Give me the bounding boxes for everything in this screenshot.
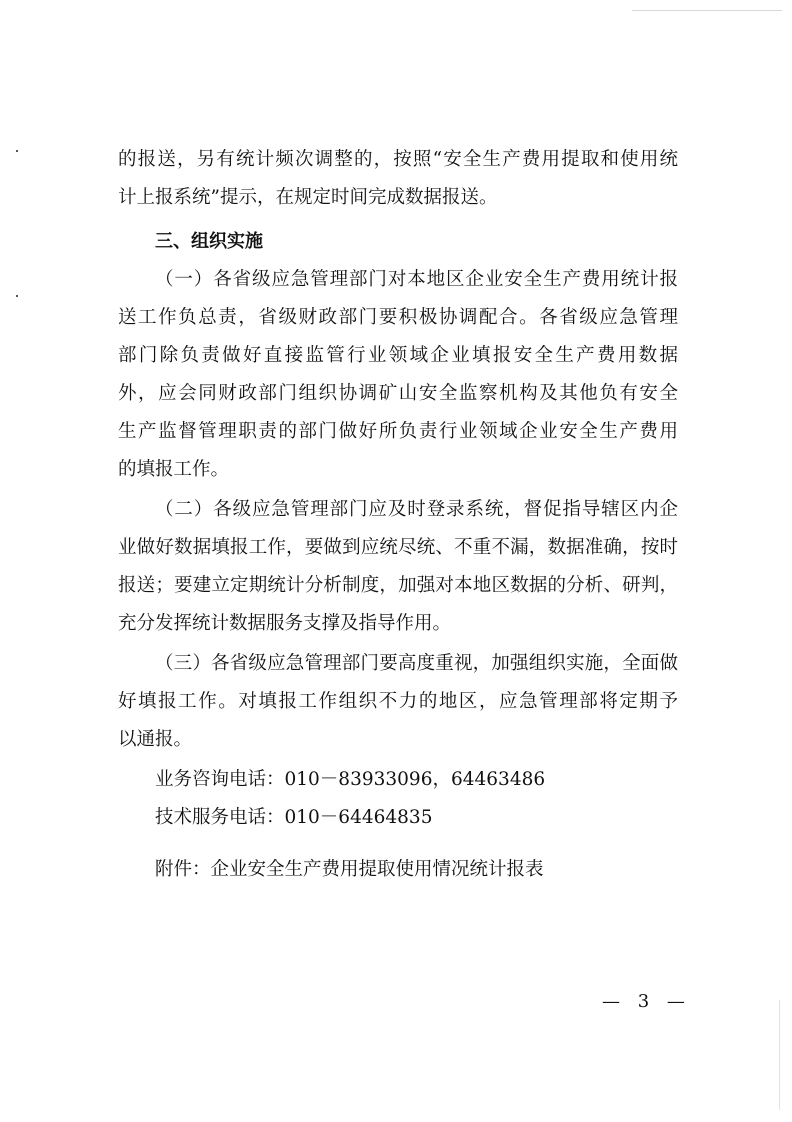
- paragraph-line: 外，应会同财政部门组织协调矿山安全监察机构及其他负有安全: [118, 383, 678, 404]
- paragraph-line: （一）各省级应急管理部门对本地区企业安全生产费用统计报: [155, 269, 678, 290]
- paragraph-line: 计上报系统”提示，在规定时间完成数据报送。: [118, 187, 498, 208]
- top-edge-rule: [632, 10, 782, 11]
- contact-technical-phone: 技术服务电话：010－64464835: [155, 807, 433, 828]
- paragraph-line: 部门除负责做好直接监管行业领域企业填报安全生产费用数据: [118, 345, 678, 366]
- paragraph-line: 报送；要建立定期统计分析制度，加强对本地区数据的分析、研判，: [118, 575, 678, 596]
- paragraph-line: 送工作负总责，省级财政部门要积极协调配合。各省级应急管理: [118, 307, 678, 328]
- attachment-note: 附件：企业安全生产费用提取使用情况统计报表: [155, 859, 544, 880]
- margin-mark: [16, 295, 18, 297]
- paragraph-line: 以通报。: [118, 729, 193, 750]
- paragraph-line: 充分发挥统计数据服务支撑及指导作用。: [118, 613, 452, 634]
- contact-business-phone: 业务咨询电话：010－83933096，64463486: [155, 769, 546, 790]
- paragraph-line: 业做好数据填报工作，要做到应统尽统、不重不漏，数据准确，按时: [118, 537, 678, 558]
- margin-mark: [16, 150, 18, 152]
- paragraph-line: （二）各级应急管理部门应及时登录系统，督促指导辖区内企: [155, 499, 678, 520]
- scan-edge-line: [779, 1000, 780, 1110]
- paragraph-line: （三）各省级应急管理部门要高度重视，加强组织实施，全面做: [155, 653, 678, 674]
- paragraph-line: 的填报工作。: [118, 459, 230, 480]
- page-number: — 3 —: [602, 991, 691, 1012]
- paragraph-line: 的报送，另有统计频次调整的，按照“安全生产费用提取和使用统: [118, 149, 678, 170]
- section-heading: 三、组织实施: [155, 231, 263, 252]
- paragraph-line: 生产监督管理职责的部门做好所负责行业领域企业安全生产费用: [118, 421, 678, 442]
- paragraph-line: 好填报工作。对填报工作组织不力的地区，应急管理部将定期予: [118, 691, 678, 712]
